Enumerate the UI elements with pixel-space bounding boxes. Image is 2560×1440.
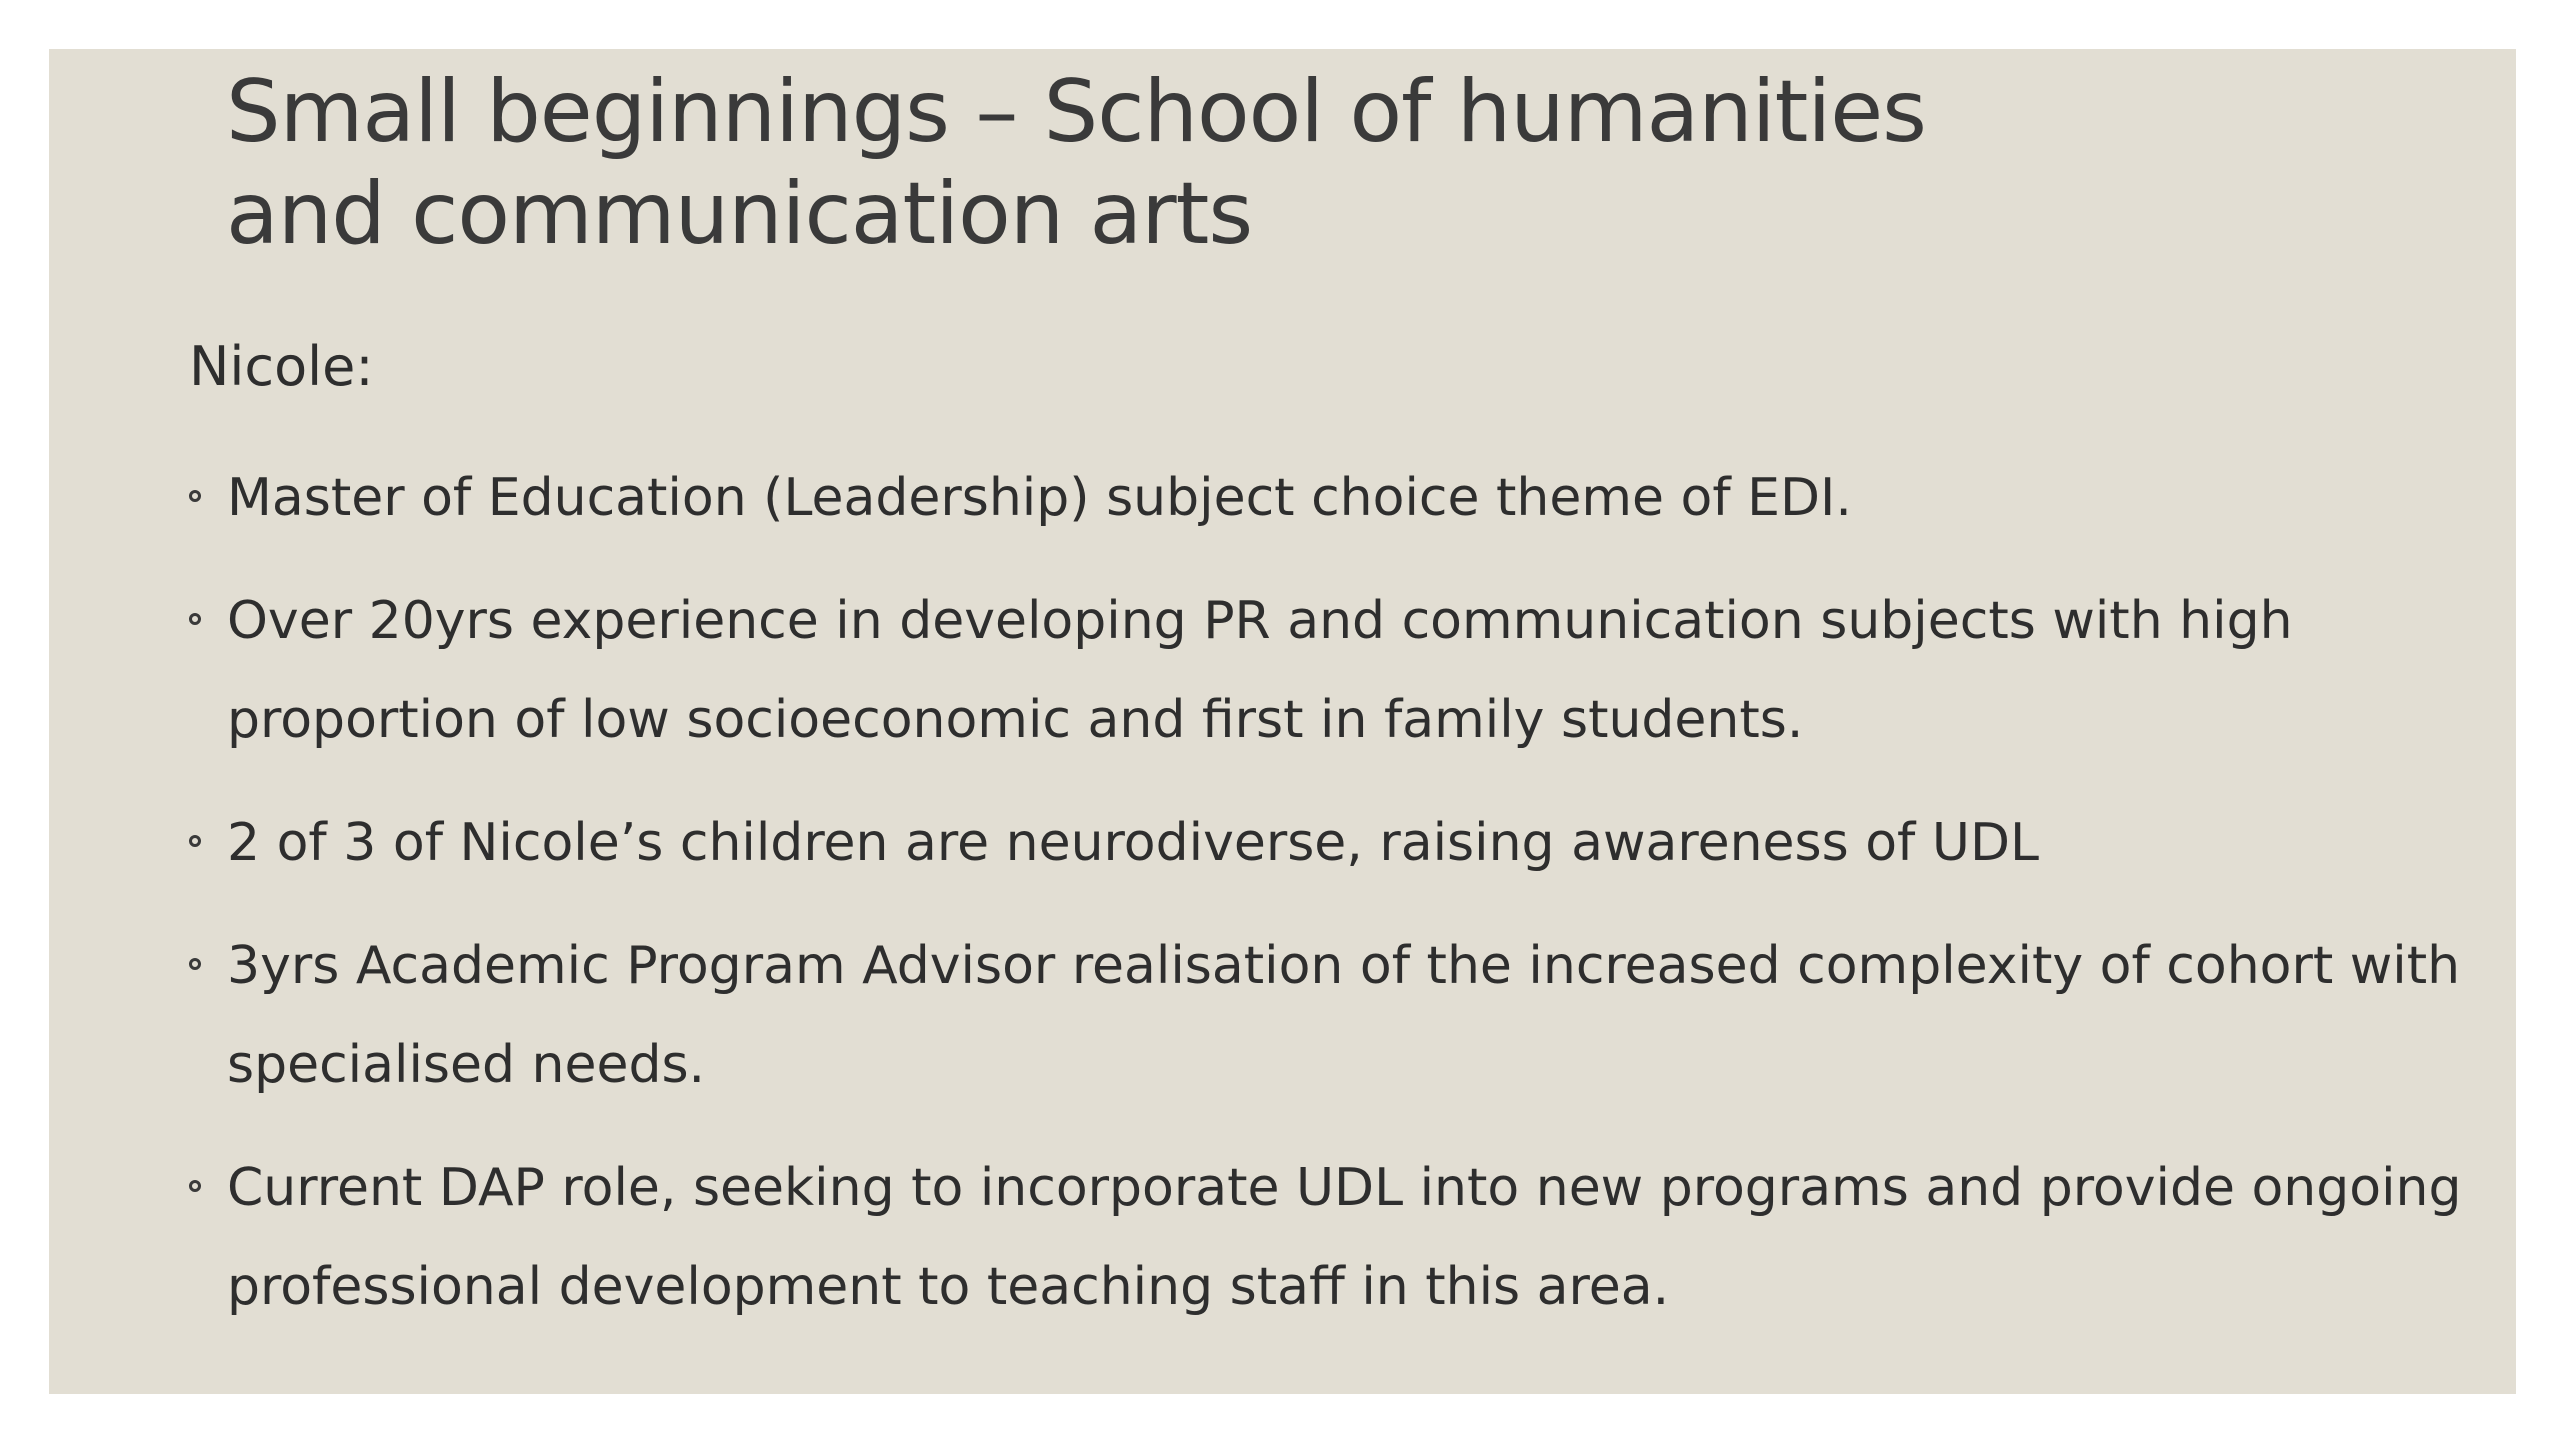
bullet-list	[189, 449, 2489, 1361]
slide-title	[226, 61, 2426, 265]
circle-bullet-icon	[189, 835, 201, 847]
bullet-text: 3yrs Academic Program Advisor realisation of the increased complexity of cohort with specialised needs.	[227, 936, 2461, 1095]
circle-bullet-icon	[189, 613, 201, 625]
bullet-text: Master of Education (Leadership) subject choice theme of EDI.	[227, 468, 1852, 528]
slide-title-line-2: and communication arts	[226, 164, 1253, 264]
bullet-item	[189, 794, 2489, 893]
bullet-text: Over 20yrs experience in developing PR and communication subjects with high proportion of low socioeconomic and first in family students.	[227, 591, 2293, 750]
intro-text: Nicole:	[189, 335, 374, 398]
circle-bullet-icon	[189, 1180, 201, 1192]
bullet-item	[189, 1139, 2489, 1337]
bullet-text: Current DAP role, seeking to incorporate UDL into new programs and provide ongoing professional development to teaching staff in this area.	[227, 1158, 2462, 1317]
slide-title-line-1: Small beginnings – School of humanities	[226, 62, 1926, 162]
bullet-item	[189, 449, 2489, 548]
bullet-item	[189, 917, 2489, 1115]
circle-bullet-icon	[189, 490, 201, 502]
slide	[49, 49, 2516, 1394]
bullet-text: 2 of 3 of Nicole’s children are neurodiverse, raising awareness of UDL	[227, 813, 2039, 873]
circle-bullet-icon	[189, 958, 201, 970]
bullet-item	[189, 572, 2489, 770]
